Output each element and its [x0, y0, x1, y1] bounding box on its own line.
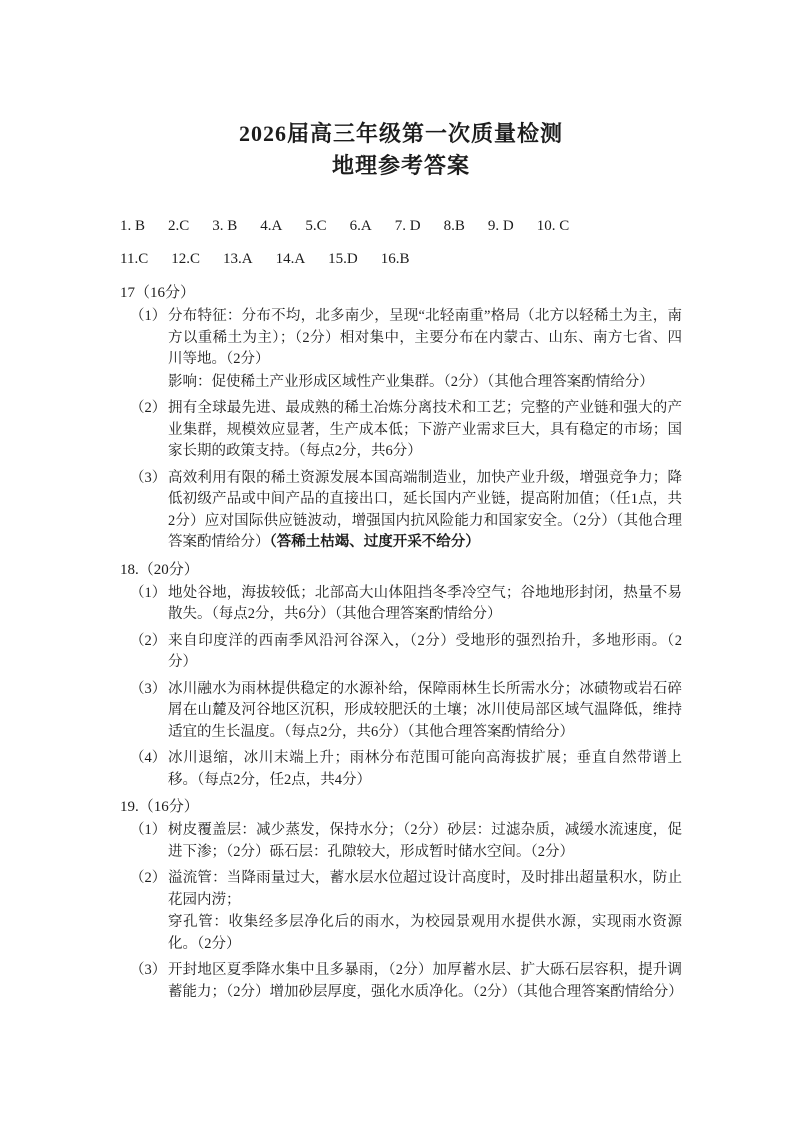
answer-18-3	[130, 679, 682, 744]
multiple-choice-row-2	[120, 249, 682, 269]
mc-answer-15: 15.D	[328, 251, 358, 267]
answer-body	[168, 820, 682, 863]
answer-label: （2）	[130, 400, 167, 416]
answer-label: （3）	[130, 962, 167, 978]
mc-answer-7: 7. D	[394, 218, 421, 234]
answer-text: 冰川退缩，冰川末端上升；雨林分布范围可能向高海拔扩展；垂直自然带谱上移。（每点2分，任2点，共4分）	[168, 750, 682, 788]
answer-19-3	[130, 960, 682, 1003]
mc-answer-12: 12.C	[171, 251, 200, 267]
answer-18-1	[130, 583, 682, 626]
answer-text: 树皮覆盖层：减少蒸发，保持水分；（2分）砂层：过滤杂质，减缓水流速度，促进下渗；（2分）砾石层：孔隙较大，形成暂时储水空间。（2分）	[168, 822, 682, 860]
mc-answer-4: 4.A	[260, 218, 283, 234]
answer-17-2	[130, 398, 682, 463]
answer-body	[168, 748, 682, 791]
answer-text: 开封地区夏季降水集中且多暴雨，（2分）加厚蓄水层、扩大砾石层容积，提升调蓄能力；（2分）增加砂层厚度，强化水质净化。（2分）（其他合理答案酌情给分）	[168, 962, 683, 1000]
answer-label: （2）	[130, 632, 167, 649]
doc-title-line1: 2026届高三年级第一次质量检测	[238, 121, 563, 146]
answer-body	[168, 583, 682, 626]
answer-body	[168, 631, 682, 674]
question-19-heading: 19.（16分）	[120, 799, 199, 815]
mc-answer-8: 8.B	[443, 218, 465, 234]
answer-label: （1）	[130, 308, 167, 324]
question-17-heading: 17（16分）	[120, 285, 196, 301]
answer-label: （3）	[130, 680, 167, 697]
answer-text: 拥有全球最先进、最成熟的稀土冶炼分离技术和工艺；完整的产业链和强大的产业集群，规模效应显著，生产成本低；下游产业需求巨大，具有稳定的市场；国家长期的政策支持。（每点2分，共6分）	[168, 400, 682, 459]
answer-body	[168, 306, 682, 393]
answer-text-extra: 穿孔管：收集经多层净化后的雨水，为校园景观用水提供水源，实现雨水资源化。（2分）	[168, 914, 682, 952]
mc-answer-11: 11.C	[120, 251, 149, 267]
answer-18-2	[130, 631, 682, 674]
mc-answer-9: 9. D	[487, 218, 514, 234]
answer-label: （1）	[130, 584, 167, 601]
answer-label: （3）	[130, 469, 167, 486]
answer-bold-note: （答稀土枯竭、过度开采不给分）	[269, 534, 480, 550]
mc-answer-13: 13.A	[222, 251, 253, 267]
answer-19-1	[130, 820, 682, 863]
answer-19-2	[130, 868, 682, 955]
mc-answer-3: 3. B	[212, 218, 238, 234]
mc-answer-14: 14.A	[275, 251, 306, 267]
answer-body	[168, 868, 682, 955]
answer-text-extra: 影响：促使稀土产业形成区域性产业集群。（2分）（其他合理答案酌情给分）	[168, 373, 654, 390]
answer-label: （1）	[130, 822, 167, 838]
mc-answer-10: 10. C	[536, 218, 570, 234]
doc-title-line2: 地理参考答案	[331, 153, 470, 178]
answer-text	[168, 468, 682, 554]
answer-17-3	[130, 468, 682, 554]
answer-text-main: 高效利用有限的稀土资源发展本国高端制造业，加快产业升级，增强竞争力；降低初级产品或中间产品的直接出口，延长国内产业链，提高附加值；（任1点，共2分）应对国际供应链波动，增强国内抗风险能力和国家安全。（2分）（其他合理答案酌情给分）	[168, 469, 682, 550]
multiple-choice-row-1	[120, 216, 682, 236]
question-18-section	[120, 559, 682, 792]
mc-answer-5: 5.C	[305, 218, 327, 234]
question-18-heading: 18.（20分）	[120, 561, 199, 578]
question-19-section	[120, 796, 682, 1003]
answer-body	[168, 398, 682, 463]
answer-17-1	[130, 306, 682, 393]
answer-text: 冰川融水为雨林提供稳定的水源补给，保障雨林生长所需水分；冰碛物或岩石碎屑在山麓及河谷地区沉积，形成较肥沃的土壤；冰川使局部区域气温降低，维持适宜的生长温度。（每点2分，共6分）（其他合理答案酌情给分）	[168, 680, 682, 740]
answer-body	[168, 679, 682, 744]
mc-answer-16: 16.B	[380, 251, 410, 267]
answer-label: （4）	[130, 750, 167, 766]
answer-text: 溢流管：当降雨量过大，蓄水层水位超过设计高度时，及时排出超量积水，防止花园内涝；	[168, 870, 682, 908]
answer-text: 分布特征：分布不均，北多南少，呈现“北轻南重”格局（北方以轻稀土为主，南方以重稀土为主）；（2分）相对集中，主要分布在内蒙古、山东、南方七省、四川等地。（2分）	[168, 308, 682, 367]
mc-answer-2: 2.C	[168, 218, 190, 234]
mc-answer-6: 6.A	[349, 218, 372, 234]
answer-label: （2）	[130, 870, 167, 886]
answer-text: 来自印度洋的西南季风沿河谷深入，（2分）受地形的强烈抬升，多地形雨。（2分）	[168, 632, 682, 670]
question-17-section	[120, 282, 682, 554]
answer-18-4	[130, 748, 682, 791]
answer-body	[168, 960, 682, 1003]
answer-text: 地处谷地，海拔较低；北部高大山体阻挡冬季冷空气；谷地地形封闭，热量不易散失。（每点2分，共6分）（其他合理答案酌情给分）	[168, 584, 682, 622]
mc-answer-1: 1. B	[120, 218, 146, 234]
answer-body	[168, 468, 682, 554]
